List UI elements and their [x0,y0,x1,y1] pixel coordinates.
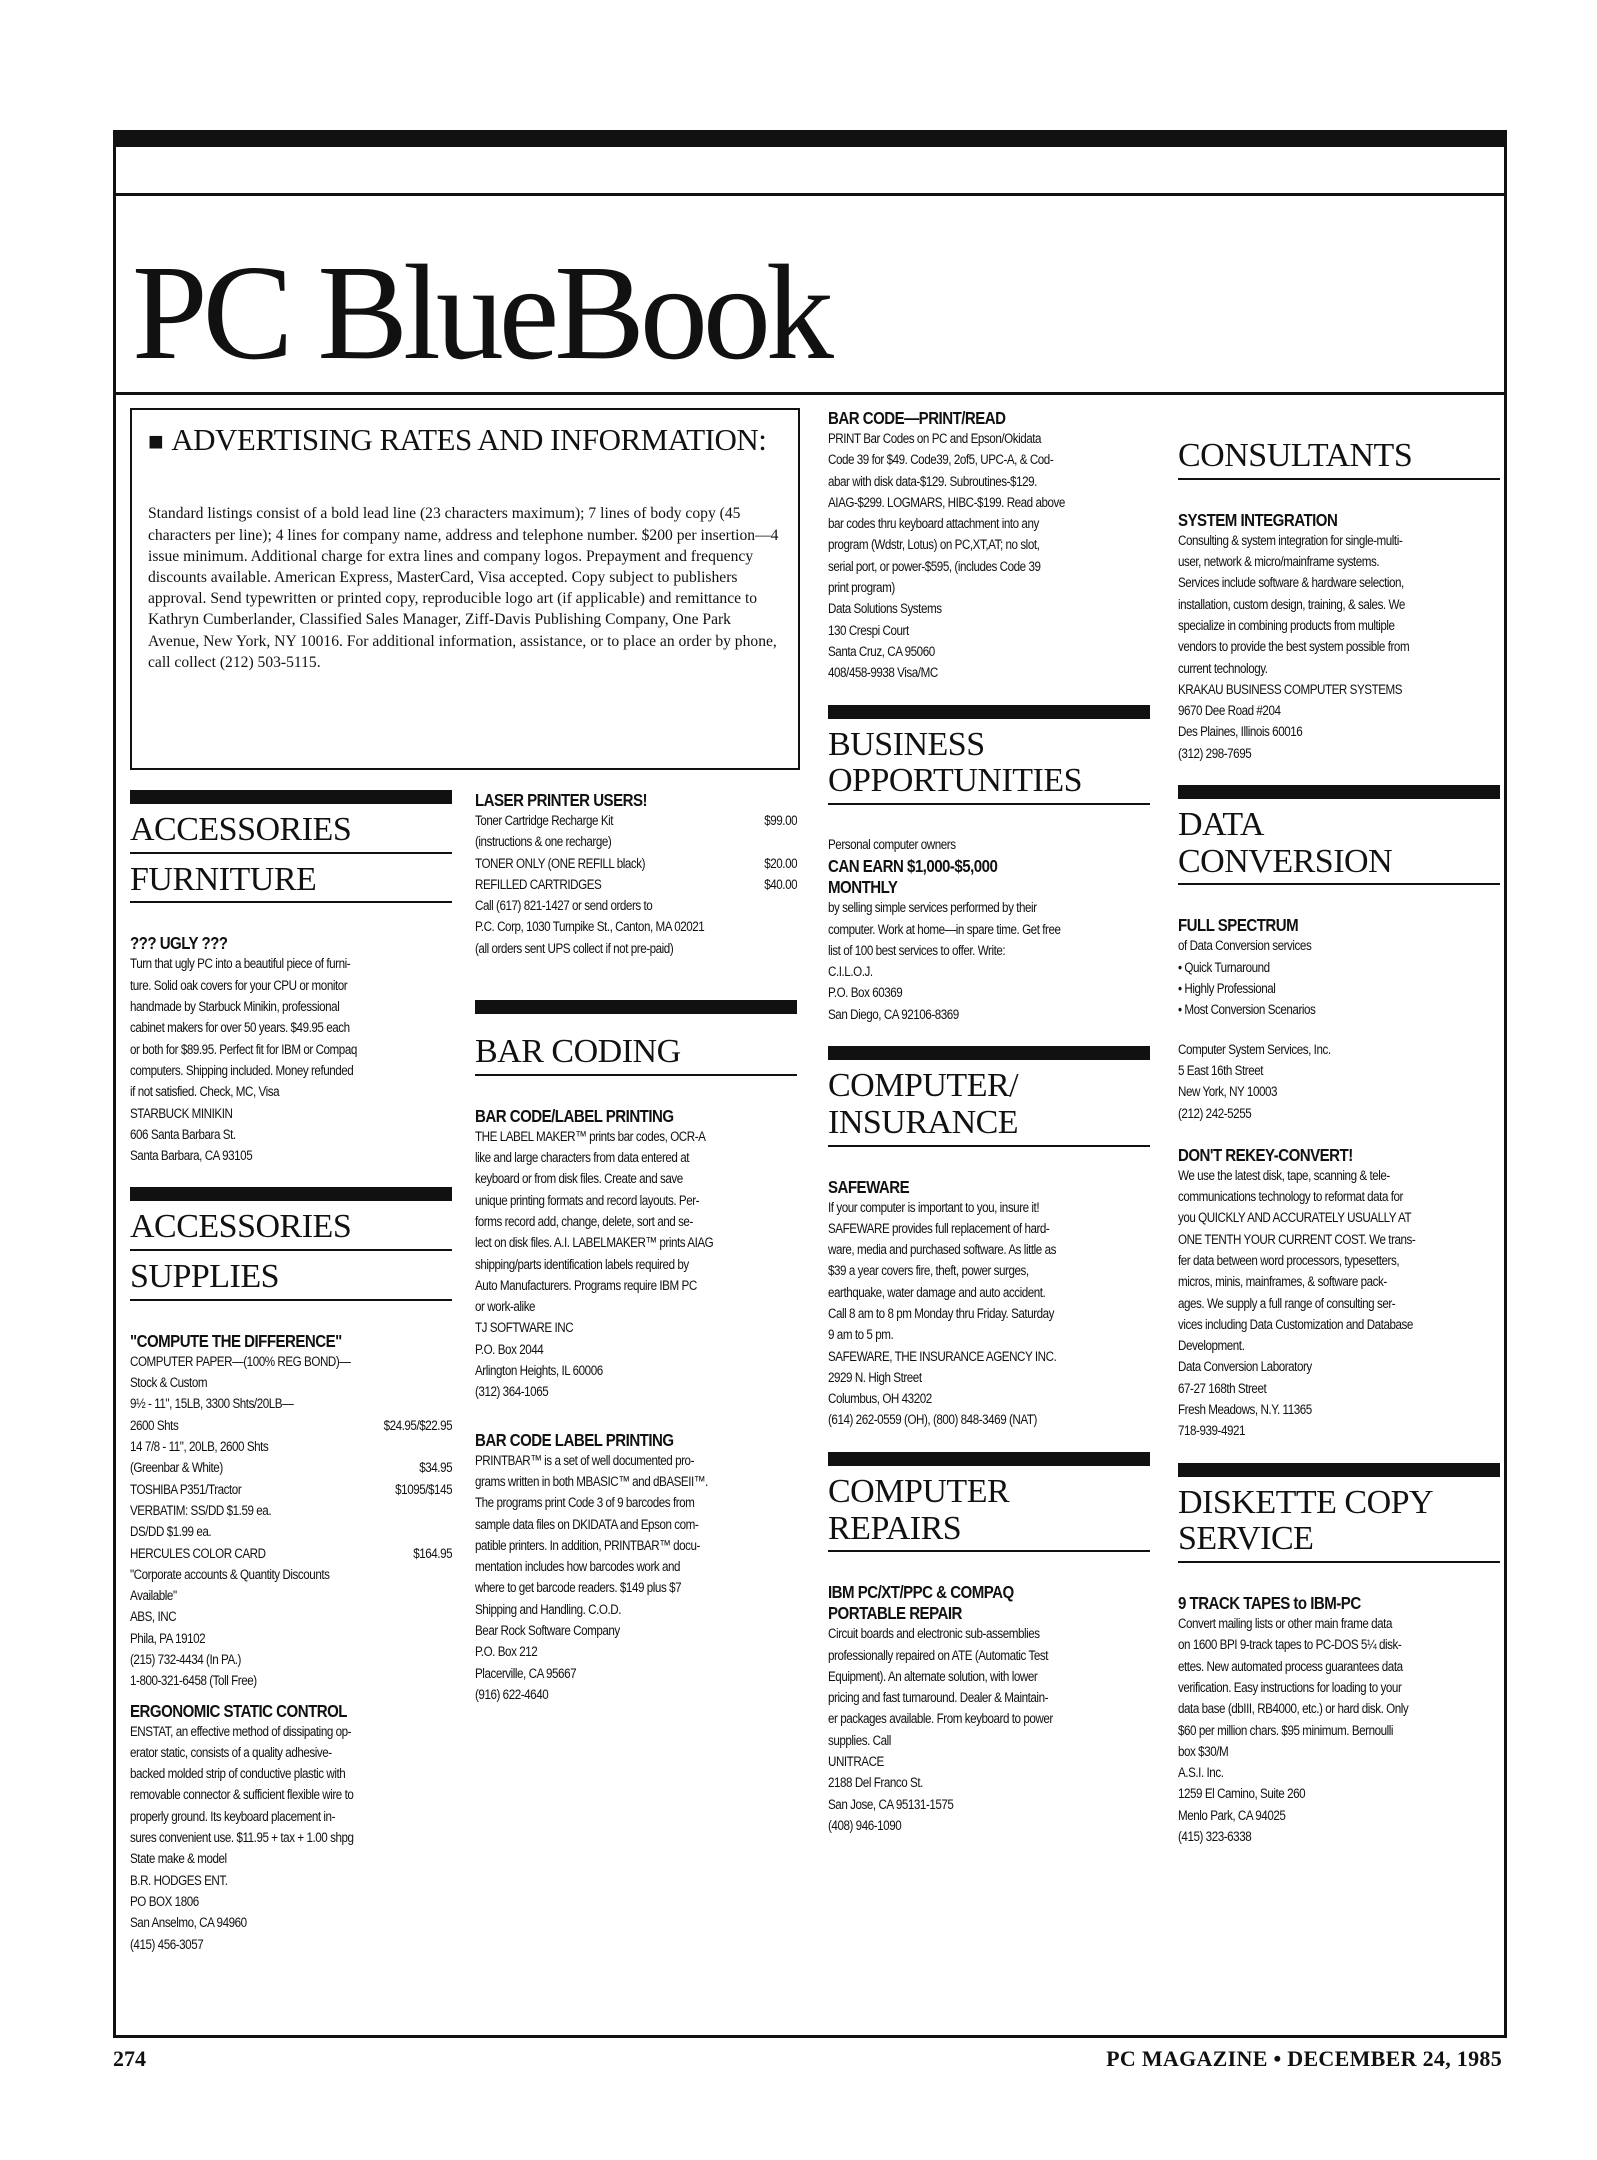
listing-line: cabinet makers for over 50 years. $49.95 each [130,1020,350,1037]
price-item: VERBATIM: SS/DD $1.59 ea. [130,1502,272,1519]
listing-system-integration [1178,510,1500,765]
listing-line: program (Wdstr, Lotus) on PC,XT,AT; no slot, [828,537,1040,554]
listing-line: San Anselmo, CA 94960 [130,1915,247,1932]
listing-line: Des Plaines, Illinois 60016 [1178,724,1303,741]
column-4 [1178,408,1500,1868]
listing-body [475,1451,797,1707]
listing-line: Santa Cruz, CA 95060 [828,643,935,660]
listing-ergonomic-static [130,1701,452,1956]
listing-line: professionally repaired on ATE (Automatic Test [828,1647,1049,1664]
listing-line: ABS, INC [130,1609,177,1626]
listing-line: Call 8 am to 8 pm Monday thru Friday. Saturday [828,1306,1055,1322]
listing-headline: SYSTEM INTEGRATION [1178,509,1338,530]
price-item: 2600 Shts [130,1417,179,1434]
listing-line: pricing and fast turnaround. Dealer & Maintain- [828,1690,1049,1707]
listing-line: earthquake, water damage and auto accident. [828,1284,1046,1301]
listing-body [828,1624,1150,1837]
listing-line: P.O. Box 60369 [828,985,903,1002]
price-item: 14 7/8 - 11", 20LB, 2600 Shts [130,1439,269,1456]
listing-line: STARBUCK MINIKIN [130,1105,233,1122]
listing-line: KRAKAU BUSINESS COMPUTER SYSTEMS [1178,681,1403,698]
listing-line: 1-800-321-6458 (Toll Free) [130,1673,257,1690]
listing-line: properly ground. Its keyboard placement in- [130,1808,336,1825]
listing-address [1178,1040,1500,1125]
listing-dont-rekey [1178,1145,1500,1443]
listing-line: or work-alike [475,1299,536,1316]
price-value: $164.95 [413,1545,452,1562]
listing-body [130,1352,452,1693]
listing-line: SAFEWARE provides full replacement of hard- [828,1220,1050,1237]
price-value: $99.00 [764,813,797,829]
listing-line: Services include software & hardware selection, [1178,575,1404,592]
listing-body [475,811,797,960]
listing-line: serial port, or power-$595, (includes Code 39 [828,558,1041,575]
listing-line: Data Solutions Systems [828,601,942,618]
section-rule [130,790,452,804]
listing-line: San Jose, CA 95131-1575 [828,1796,954,1813]
listing-line: verification. Easy instructions for loading to your [1178,1679,1402,1696]
listing-body [828,429,1150,685]
square-bullet-icon: ■ [148,427,164,456]
listing-line: forms record add, change, delete, sort and se- [475,1213,693,1230]
section-rule [130,1187,452,1201]
listing-line: Bear Rock Software Company [475,1623,620,1640]
listing-ibm-repair [828,1582,1150,1837]
listing-line: computer. Work at home—in spare time. Get free [828,921,1061,938]
column-3 [828,408,1150,1857]
listing-line: like and large characters from data entered at [475,1150,690,1167]
listing-line: Placerville, CA 95667 [475,1665,577,1682]
listing-line: 67-27 168th Street [1178,1380,1267,1397]
section-title-computer-insurance: COMPUTER/ INSURANCE [828,1068,1150,1146]
listing-line: A.S.I. Inc. [1178,1765,1224,1782]
listing-full-spectrum [1178,915,1500,1124]
listing-headline: ERGONOMIC STATIC CONTROL [130,1700,347,1721]
listing-line: micros, minis, mainframes, & software pack- [1178,1274,1387,1291]
price-row [475,832,797,853]
section-title-data-conversion: DATA CONVERSION [1178,807,1500,885]
listing-line: $39 a year covers fire, theft, power surges, [828,1263,1029,1280]
listing-line: C.I.L.O.J. [828,964,873,981]
listing-line: fer data between word processors, typesetters, [1178,1252,1400,1269]
listing-headline: LASER PRINTER USERS! [475,790,647,810]
listing-line: (408) 946-1090 [828,1817,902,1834]
listing-line: handmade by Starbuck Minikin, professional [130,999,340,1016]
listing-line: er packages available. From keyboard to power [828,1711,1053,1728]
listing-line: 9670 Dee Road #204 [1178,703,1281,720]
listing-headline: BAR CODE—PRINT/READ [828,408,1006,428]
listing-line: Fresh Meadows, N.Y. 11365 [1178,1402,1312,1419]
listing-line: ENSTAT, an effective method of dissipating op- [130,1723,352,1740]
listing-headline: PORTABLE REPAIR [828,1603,962,1624]
listing-headline: SAFEWARE [828,1176,910,1197]
listing-line: Call (617) 821-1427 or send orders to [475,898,653,915]
listing-line: Auto Manufacturers. Programs require IBM PC [475,1277,697,1294]
listing-bar-code-print-read [828,408,1150,685]
listing-line: • Highly Professional [1178,981,1276,998]
section-title-furniture: FURNITURE [130,862,452,904]
listing-line: • Most Conversion Scenarios [1178,1002,1316,1019]
listing-line: COMPUTER PAPER—(100% REG BOND)— [130,1353,351,1370]
listing-line: supplies. Call [828,1732,891,1749]
listing-line: bar codes thru keyboard attachment into any [828,516,1039,533]
listing-9-track-tapes [1178,1593,1500,1848]
listing-line: THE LABEL MAKER™ prints bar codes, OCR-A [475,1128,706,1145]
listing-line: (415) 456-3057 [130,1936,204,1953]
price-row [130,1458,452,1479]
section-rule [1178,1463,1500,1477]
listing-line: where to get barcode readers. $149 plus $7 [475,1580,682,1597]
listing-line: 2929 N. High Street [828,1369,922,1386]
listing-line: if not satisfied. Check, MC, Visa [130,1084,280,1101]
price-item: REFILLED CARTRIDGES [475,876,602,893]
listing-line: 2188 Del Franco St. [828,1775,923,1792]
listing-line: P.O. Box 2044 [475,1341,544,1358]
section-rule [828,1452,1150,1466]
listing-line: 408/458-9938 Visa/MC [828,665,938,682]
section-rule [828,705,1150,719]
price-value: $20.00 [764,855,797,872]
listing-line: ages. We supply a full range of consulting ser- [1178,1295,1396,1312]
issue-line: PC MAGAZINE • DECEMBER 24, 1985 [1106,2046,1502,2071]
listing-line: State make & model [130,1851,227,1868]
listing-line: Computer System Services, Inc. [1178,1041,1331,1058]
listing-headline: BAR CODE/LABEL PRINTING [475,1105,674,1126]
listing-line: (312) 364-1065 [475,1384,549,1401]
listing-headline: "COMPUTE THE DIFFERENCE" [130,1330,342,1351]
listing-line: erator static, consists of a quality adhesive- [130,1744,332,1761]
listing-line: New York, NY 10003 [1178,1084,1278,1101]
listing-line: installation, custom design, training, & sales. We [1178,596,1405,613]
listing-line: PRINT Bar Codes on PC and Epson/Okidata [828,431,1042,447]
listing-line: computers. Shipping included. Money refunded [130,1062,354,1079]
listing-headline: BAR CODE LABEL PRINTING [475,1429,674,1450]
listing-line: vices including Data Customization and Database [1178,1316,1413,1333]
listing-line: box $30/M [1178,1743,1229,1760]
page-number: 274 [113,2046,146,2071]
listing-line: ture. Solid oak covers for your CPU or monitor [130,977,348,994]
listing-line: Columbus, OH 43202 [828,1391,932,1408]
listing-line: B.R. HODGES ENT. [130,1872,228,1889]
price-value: $24.95/$22.95 [383,1417,452,1434]
advertising-rates-body: Standard listings consist of a bold lead line (23 characters maximum); 7 lines of body copy (45 characters per line); 4 lines for company name, address and telephone number. $200 per insertion—4 issue minimum. Additional charge for extra lines and company logos. Prepayment and frequency discounts available. American Express, MasterCard, Visa accepted. Copy subject to publishers approval. Send typewritten or printed copy, reproducible logo art (if applicable) and remittance to Kathryn Cumberlander, Classified Sales Manager, Ziff-Davis Publishing Company, One Park Avenue, New York, NY 10016. For additional information, assistance, or to place an order by phone, call collect (212) 503-5115. [148,505,779,671]
listing-line: Code 39 for $49. Code39, 2of5, UPC-A, & Cod- [828,452,1054,469]
listing-line: lect on disk files. A.I. LABELMAKER™ prints AIAG [475,1235,714,1252]
price-row [130,1437,452,1458]
listing-line: AIAG-$299. LOGMARS, HIBC-$199. Read above [828,494,1065,511]
masthead-title: PC BlueBook [132,238,829,388]
listing-line: 606 Santa Barbara St. [130,1126,236,1143]
listing-line: backed molded strip of conductive plastic with [130,1766,346,1783]
listing-line: Available" [130,1588,177,1605]
price-item: Toner Cartridge Recharge Kit [475,813,614,829]
section-title-computer-repairs: COMPUTER REPAIRS [828,1474,1150,1552]
listing-line: ONE TENTH YOUR CURRENT COST. We trans- [1178,1231,1416,1248]
listing-line: of Data Conversion services [1178,938,1312,955]
listing-line: Arlington Heights, IL 60006 [475,1363,603,1380]
price-row [475,875,797,896]
listing-body [1178,1614,1500,1848]
listing-line: by selling simple services performed by their [828,900,1037,917]
section-title-accessories: ACCESSORIES [130,812,452,854]
listing-line: user, network & micro/mainframe systems. [1178,554,1380,571]
listing-headline: CAN EARN $1,000-$5,000 [828,856,998,877]
listing-ugly [130,933,452,1167]
section-title-bar-coding: BAR CODING [475,1034,797,1076]
listing-line: "Corporate accounts & Quantity Discounts [130,1566,330,1583]
listing-line: print program) [828,580,895,597]
listing-earn: Personal computer owners CAN EARN $1,000-$5,000 MONTHLY by selling simple services performed by their computer. Work at home—in spare time. Get free list of 100 best services to offer. Write: C.I.L.O.J. P.O. Box 60369 San Diego, CA 92106-8369 [828,835,1150,1026]
price-value: $34.95 [419,1460,452,1477]
listing-label-printing [475,1106,797,1404]
listing-line: grams written in both MBASIC™ and dBASEII™. [475,1473,708,1490]
listing-line: communications technology to reformat data for [1178,1189,1403,1206]
listing-headline: MONTHLY [828,877,898,898]
listing-line: mentation includes how barcodes work and [475,1559,681,1576]
listing-line: ettes. New automated process guarantees data [1178,1658,1403,1675]
listing-line: Equipment). An alternate solution, with lower [828,1668,1038,1685]
price-row [475,854,797,875]
listing-line: sures convenient use. $11.95 + tax + 1.00 shpg [130,1830,354,1847]
listing-line: (415) 323-6338 [1178,1829,1252,1846]
listing-line: 9½ - 11", 15LB, 3300 Shts/20LB— [130,1396,294,1413]
price-row [475,811,797,832]
listing-line: Phila, PA 19102 [130,1630,206,1647]
section-title-accessories: ACCESSORIES [130,1209,452,1251]
column-1 [130,790,452,1976]
section-rule [475,1000,797,1014]
section-title-diskette-copy: DISKETTE COPY SERVICE [1178,1485,1500,1563]
listing-headline: IBM PC/XT/PPC & COMPAQ [828,1582,1014,1603]
listing-headline: FULL SPECTRUM [1178,915,1299,936]
listing-body [1178,531,1500,765]
listing-line: (614) 262-0559 (OH), (800) 848-3469 (NAT) [828,1412,1037,1429]
listing-line: ware, media and purchased software. As little as [828,1242,1056,1259]
advertising-rates-heading: ■ ADVERTISING RATES AND INFORMATION: [148,422,767,457]
listing-line: We use the latest disk, tape, scanning & tele- [1178,1167,1390,1184]
listing-body [1178,936,1500,1021]
listing-line: data base (dbIII, RB4000, etc.) or hard disk. Only [1178,1701,1409,1718]
masthead-bottom-rule [113,392,1507,395]
listing-body [828,898,1150,1026]
listing-line: 718-939-4921 [1178,1423,1246,1440]
listing-line: abar with disk data-$129. Subroutines-$129. [828,473,1037,490]
price-item: (Greenbar & White) [130,1460,223,1477]
listing-line: P.O. Box 212 [475,1644,538,1661]
listing-line: Development. [1178,1338,1245,1355]
listing-line: Convert mailing lists or other main frame data [1178,1616,1392,1633]
listing-line: 9 am to 5 pm. [828,1327,894,1344]
listing-laser-printer [475,790,797,960]
listing-line: you QUICKLY AND ACCURATELY USUALLY AT [1178,1210,1412,1227]
listing-line: Stock & Custom [130,1375,208,1392]
listing-line: specialize in combining products from multiple [1178,617,1395,634]
price-item: HERCULES COLOR CARD [130,1545,266,1562]
listing-line: removable connector & sufficient flexible wire to [130,1787,354,1804]
price-item: (instructions & one recharge) [475,834,612,851]
listing-line: patible printers. In addition, PRINTBAR™ docu- [475,1537,700,1554]
listing-line: UNITRACE [828,1754,884,1770]
listing-line: Santa Barbara, CA 93105 [130,1148,253,1165]
masthead-top-rule [113,193,1507,196]
listing-headline: 9 TRACK TAPES to IBM-PC [1178,1593,1361,1614]
listing-printbar [475,1430,797,1707]
listing-headline: DON'T REKEY-CONVERT! [1178,1144,1353,1165]
listing-line: unique printing formats and record layouts. Per- [475,1192,700,1209]
listing-line: current technology. [1178,660,1268,677]
listing-line: Circuit boards and electronic sub-assemblies [828,1626,1040,1643]
listing-line: Menlo Park, CA 94025 [1178,1807,1286,1824]
listing-line: PRINTBAR™ is a set of well documented pro- [475,1452,695,1469]
listing-line: list of 100 best services to offer. Write: [828,942,1006,959]
advertising-rates-box [130,408,800,770]
price-row [130,1416,452,1437]
price-row [130,1480,452,1501]
listing-line: keyboard or from disk files. Create and save [475,1171,683,1188]
listing-body [1178,1166,1500,1443]
price-row [130,1522,452,1543]
listing-line: (215) 732-4434 (In PA.) [130,1652,241,1668]
listing-safeware [828,1177,1150,1432]
listing-line: Shipping and Handling. C.O.D. [475,1601,622,1618]
listing-line: The programs print Code 3 of 9 barcodes from [475,1495,695,1512]
price-row [130,1501,452,1522]
listing-line: If your computer is important to you, insure it! [828,1199,1040,1216]
column-2 [475,790,797,1726]
price-item: TOSHIBA P351/Tractor [130,1481,242,1498]
listing-compute-the-difference [130,1331,452,1693]
listing-line: (all orders sent UPS collect if not pre-paid) [475,940,674,957]
section-rule [828,1046,1150,1060]
listing-line: Data Conversion Laboratory [1178,1359,1312,1376]
listing-line: Consulting & system integration for single-multi- [1178,532,1403,549]
listing-headline: ??? UGLY ??? [130,933,228,954]
listing-line: vendors to provide the best system possible from [1178,639,1410,656]
price-value: $1095/$145 [395,1481,452,1498]
listing-line: or both for $89.95. Perfect fit for IBM or Compaq [130,1041,357,1058]
listing-line: Turn that ugly PC into a beautiful piece of furni- [130,956,351,973]
listing-line: San Diego, CA 92106-8369 [828,1006,959,1023]
listing-line: (212) 242-5255 [1178,1105,1252,1122]
listing-line: shipping/parts identification labels required by [475,1256,689,1273]
listing-body [475,1127,797,1404]
price-value: $40.00 [764,876,797,893]
listing-line: (916) 622-4640 [475,1686,549,1703]
listing-line: 1259 El Camino, Suite 260 [1178,1786,1306,1803]
listing-body [130,954,452,1167]
listing-line: SAFEWARE, THE INSURANCE AGENCY INC. [828,1348,1057,1365]
section-title-consultants: CONSULTANTS [1178,438,1500,480]
listing-line: • Quick Turnaround [1178,959,1270,976]
listing-line: $60 per million chars. $95 minimum. Bernoulli [1178,1722,1394,1739]
listing-line: P.C. Corp, 1030 Turnpike St., Canton, MA 02021 [475,919,705,936]
listing-line: PO BOX 1806 [130,1893,199,1910]
listing-line: TJ SOFTWARE INC [475,1320,574,1337]
listing-line: 5 East 16th Street [1178,1062,1264,1079]
section-title-business-opportunities: BUSINESS OPPORTUNITIES [828,727,1150,805]
price-item: TONER ONLY (ONE REFILL black) [475,855,646,872]
listing-line: 130 Crespi Court [828,622,909,639]
price-item: DS/DD $1.99 ea. [130,1524,212,1541]
listing-line: sample data files on DKIDATA and Epson com- [475,1516,699,1533]
price-row [130,1544,452,1565]
listing-body [828,1198,1150,1432]
listing-line: on 1600 BPI 9-track tapes to PC-DOS 5¼ disk- [1178,1637,1402,1654]
section-title-supplies: SUPPLIES [130,1259,452,1301]
listing-body [130,1722,452,1956]
section-rule [1178,785,1500,799]
listing-line: (312) 298-7695 [1178,745,1252,762]
